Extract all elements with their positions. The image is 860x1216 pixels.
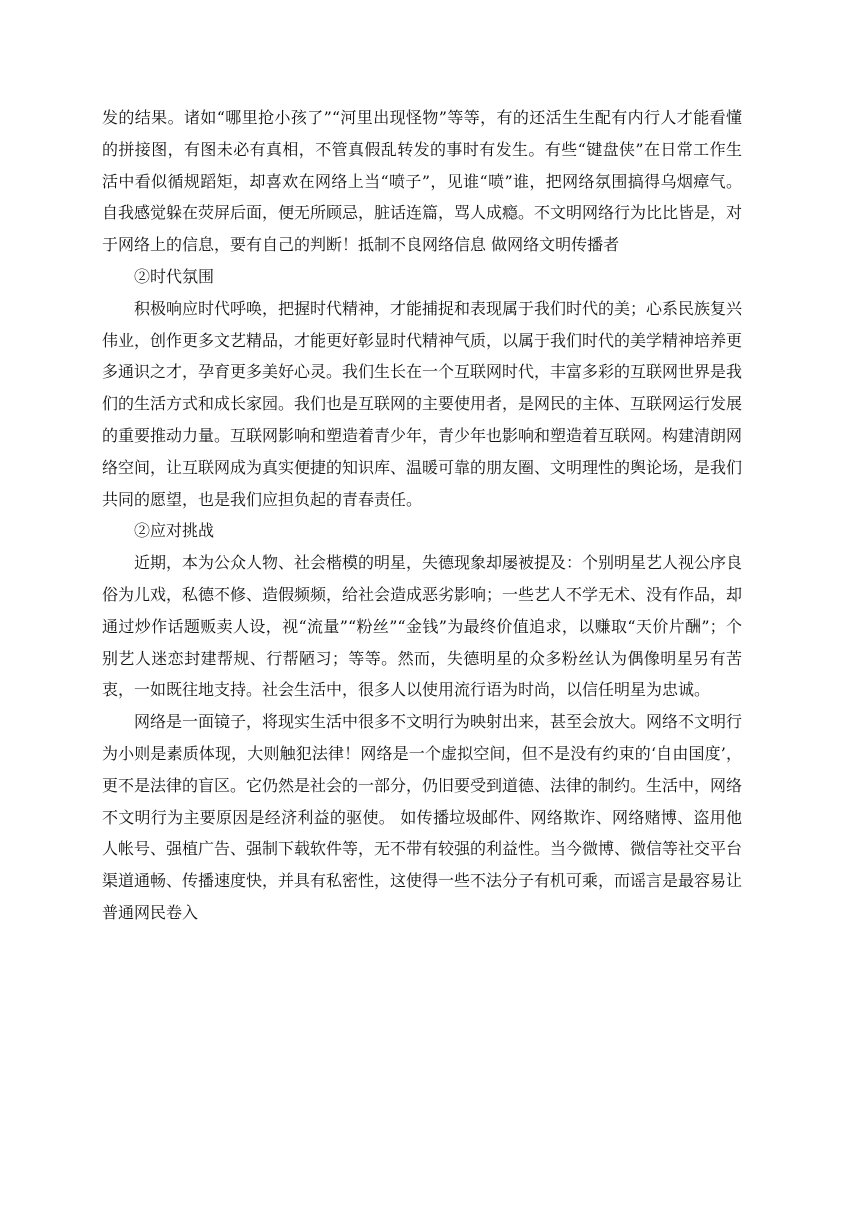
paragraph-network-mirror: 网络是一面镜子，将现实生活中很多不文明行为映射出来，甚至会放大。网络不文明行为小则是素质体现，大则触犯法律！网络是一个虚拟空间，但不是没有约束的‘自由国度’，更不是法律的盲区。它仍然是社会的一部分，仍旧要受到道德、法律的制约。生活中，网络不文明行为主要原因是经济利益的驱使。 如传播垃圾邮件、网络欺诈、网络赌博、盗用他人帐号、强植广告、强制下载软件等，无不带有较强的利益性。当今微博、微信等社交平台渠道通畅、传播速度快，并具有私密性，这使得一些不法分子有机可乘，而谣言是最容易让普通网民卷入 [102,712,743,922]
paragraph-era-atmosphere: 积极响应时代呼唤，把握时代精神，才能捕捉和表现属于我们时代的美；心系民族复兴伟业，创作更多文艺精品，才能更好彰显时代精神气质，以属于我们时代的美学精神培养更多通识之才，孕育更多美好心灵。我们生长在一个互联网时代，丰富多彩的互联网世界是我们的生活方式和成长家园。我们也是互联网的主要使用者，是网民的主体、互联网运行发展的重要推动力量。互联网影响和塑造着青少年，青少年也影响和塑造着互联网。构建清朗网络空间，让互联网成为真实便捷的知识库、温暖可靠的朋友圈、文明理性的舆论场，是我们共同的愿望，也是我们应担负起的青春责任。 [102,298,743,509]
document-page [102,102,742,929]
paragraph-continuation: 发的结果。诸如“哪里抢小孩了”“河里出现怪物”等等，有的还活生生配有内行人才能看懂的拼接图，有图未必有真相，不管真假乱转发的事时有发生。有些“键盘侠”在日常工作生活中看似循规蹈矩，却喜欢在网络上当“喷子”，见谁“喷”谁，把网络氛围搞得乌烟瘴气。自我感觉躲在荧屏后面，便无所顾忌，脏话连篇，骂人成瘾。不文明网络行为比比皆是，对于网络上的信息，要有自己的判断！抵制不良网络信息 做网络文明传播者 [102,108,743,255]
paragraph-celebrity-misconduct: 近期，本为公众人物、社会楷模的明星，失德现象却屡被提及：个别明星艺人视公序良俗为儿戏，私德不修、造假频频，给社会造成恶劣影响；一些艺人不学无术、没有作品，却通过炒作话题贩卖人设，视“流量”“粉丝”“金钱”为最终价值追求，以赚取“天价片酬”；个别艺人迷恋封建帮规、行帮陋习；等等。然而，失德明星的众多粉丝认为偶像明星另有苦衷，一如既往地支持。社会生活中，很多人以使用流行语为时尚，以信任明星为忠诚。 [102,553,743,700]
section-heading-meeting-challenges: ②应对挑战 [134,521,215,541]
section-heading-era-atmosphere: ②时代氛围 [134,266,215,286]
